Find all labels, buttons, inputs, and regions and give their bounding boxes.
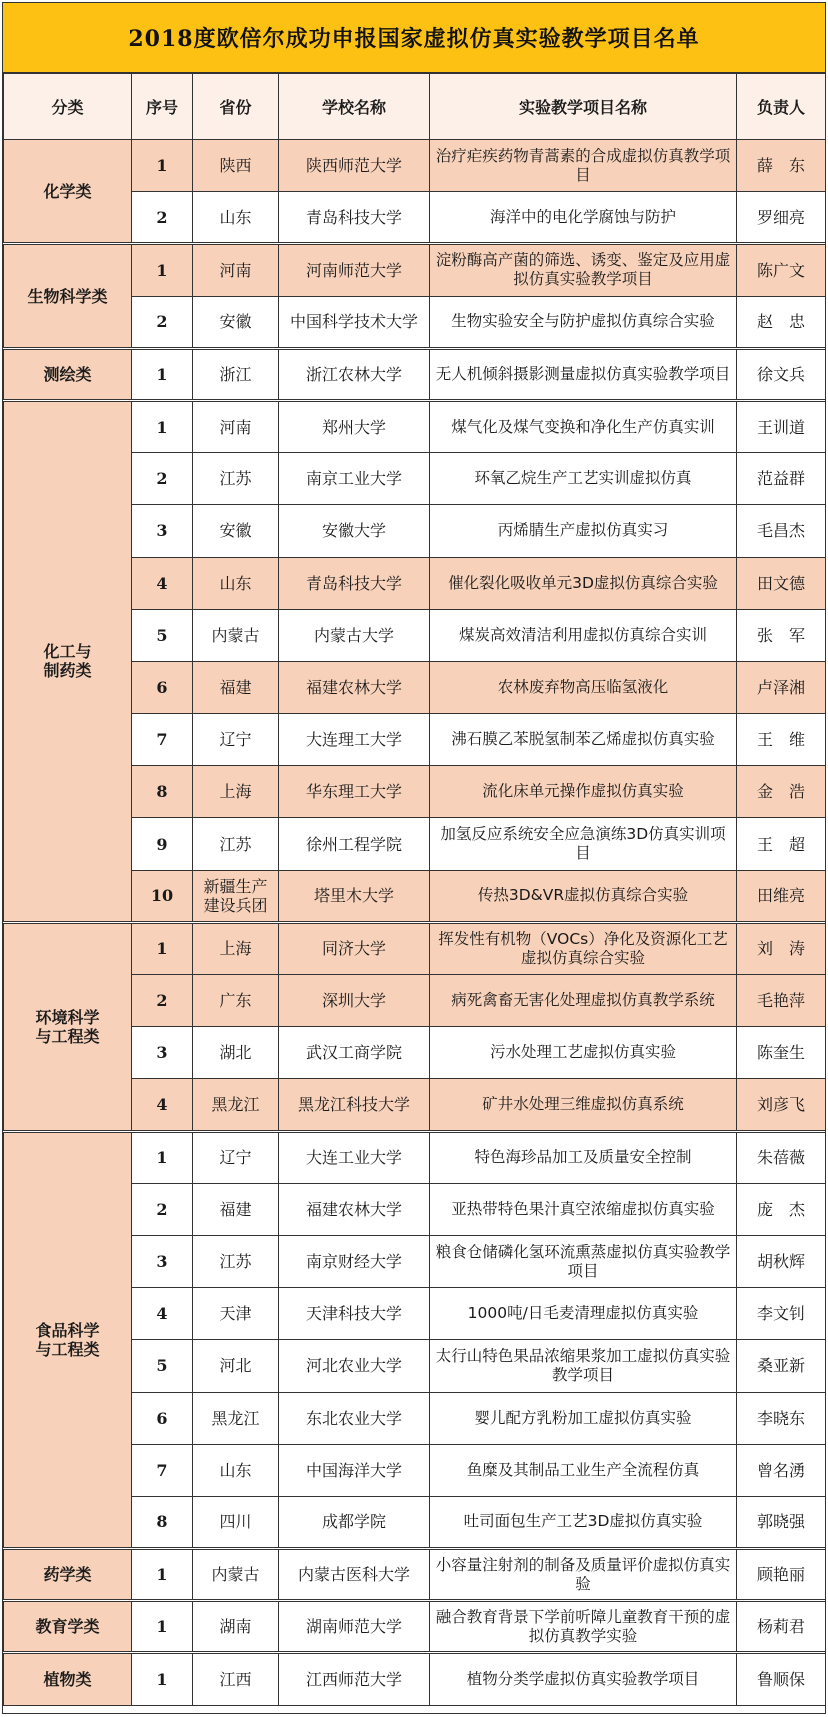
province-cell: 山东 — [193, 557, 279, 609]
header-index: 序号 — [132, 74, 193, 140]
leader-cell: 刘彦飞 — [737, 1079, 826, 1131]
index-cell: 8 — [132, 1496, 193, 1548]
table-row — [4, 400, 826, 452]
category-cell: 化学类 — [4, 140, 132, 244]
province-cell: 浙江 — [193, 348, 279, 400]
project-cell: 鱼糜及其制品工业生产全流程仿真 — [430, 1444, 737, 1496]
school-cell: 深圳大学 — [279, 975, 430, 1027]
leader-cell: 范益群 — [737, 453, 826, 505]
table-row — [4, 1131, 826, 1183]
school-cell: 天津科技大学 — [279, 1288, 430, 1340]
province-cell: 山东 — [193, 1444, 279, 1496]
leader-cell: 田文德 — [737, 557, 826, 609]
project-cell: 催化裂化吸收单元3D虚拟仿真综合实验 — [430, 557, 737, 609]
province-cell: 山东 — [193, 192, 279, 244]
leader-cell: 毛昌杰 — [737, 505, 826, 557]
school-cell: 内蒙古医科大学 — [279, 1549, 430, 1601]
project-cell: 矿井水处理三维虚拟仿真系统 — [430, 1079, 737, 1131]
school-cell: 大连理工大学 — [279, 714, 430, 766]
school-cell: 青岛科技大学 — [279, 557, 430, 609]
school-cell: 河北农业大学 — [279, 1340, 430, 1392]
province-cell: 安徽 — [193, 505, 279, 557]
province-cell: 广东 — [193, 975, 279, 1027]
project-cell: 沸石膜乙苯脱氢制苯乙烯虚拟仿真实验 — [430, 714, 737, 766]
index-cell: 9 — [132, 818, 193, 870]
project-cell: 污水处理工艺虚拟仿真实验 — [430, 1027, 737, 1079]
province-cell: 江苏 — [193, 1235, 279, 1287]
category-cell: 教育学类 — [4, 1601, 132, 1653]
province-cell: 辽宁 — [193, 1131, 279, 1183]
index-cell: 4 — [132, 1079, 193, 1131]
index-cell: 1 — [132, 348, 193, 400]
header-province: 省份 — [193, 74, 279, 140]
leader-cell: 桑亚新 — [737, 1340, 826, 1392]
school-cell: 成都学院 — [279, 1496, 430, 1548]
index-cell: 2 — [132, 1183, 193, 1235]
header-row — [4, 74, 826, 140]
category-cell: 环境科学 与工程类 — [4, 922, 132, 1131]
school-cell: 湖南师范大学 — [279, 1601, 430, 1653]
province-cell: 上海 — [193, 766, 279, 818]
school-cell: 浙江农林大学 — [279, 348, 430, 400]
table-row — [4, 922, 826, 974]
page-title: 2018度欧倍尔成功申报国家虚拟仿真实验教学项目名单 — [128, 26, 700, 52]
school-cell: 陕西师范大学 — [279, 140, 430, 192]
category-cell: 生物科学类 — [4, 244, 132, 348]
school-cell: 东北农业大学 — [279, 1392, 430, 1444]
header-project: 实验教学项目名称 — [430, 74, 737, 140]
leader-cell: 赵 忠 — [737, 296, 826, 348]
index-cell: 1 — [132, 922, 193, 974]
index-cell: 7 — [132, 714, 193, 766]
province-cell: 湖北 — [193, 1027, 279, 1079]
leader-cell: 王训道 — [737, 400, 826, 452]
leader-cell: 鲁顺保 — [737, 1653, 826, 1705]
index-cell: 5 — [132, 1340, 193, 1392]
index-cell: 1 — [132, 1549, 193, 1601]
index-cell: 1 — [132, 244, 193, 296]
index-cell: 2 — [132, 975, 193, 1027]
category-cell: 食品科学 与工程类 — [4, 1131, 132, 1549]
school-cell: 河南师范大学 — [279, 244, 430, 296]
province-cell: 江西 — [193, 1653, 279, 1705]
project-cell: 无人机倾斜摄影测量虚拟仿真实验教学项目 — [430, 348, 737, 400]
leader-cell: 刘 涛 — [737, 922, 826, 974]
leader-cell: 庞 杰 — [737, 1183, 826, 1235]
project-cell: 生物实验安全与防护虚拟仿真综合实验 — [430, 296, 737, 348]
title-bar — [3, 3, 825, 73]
project-cell: 煤气化及煤气变换和净化生产仿真实训 — [430, 400, 737, 452]
project-table — [3, 73, 826, 1706]
school-cell: 江西师范大学 — [279, 1653, 430, 1705]
province-cell: 辽宁 — [193, 714, 279, 766]
school-cell: 大连工业大学 — [279, 1131, 430, 1183]
school-cell: 塔里木大学 — [279, 870, 430, 922]
table-row — [4, 140, 826, 192]
project-cell: 小容量注射剂的制备及质量评价虚拟仿真实验 — [430, 1549, 737, 1601]
province-cell: 新疆生产 建设兵团 — [193, 870, 279, 922]
province-cell: 福建 — [193, 661, 279, 713]
project-cell: 传热3D&VR虚拟仿真综合实验 — [430, 870, 737, 922]
leader-cell: 李晓东 — [737, 1392, 826, 1444]
province-cell: 黑龙江 — [193, 1392, 279, 1444]
project-cell: 加氢反应系统安全应急演练3D仿真实训项目 — [430, 818, 737, 870]
index-cell: 2 — [132, 192, 193, 244]
index-cell: 4 — [132, 1288, 193, 1340]
province-cell: 河南 — [193, 400, 279, 452]
leader-cell: 薛 东 — [737, 140, 826, 192]
table-body — [4, 140, 826, 1706]
index-cell: 6 — [132, 1392, 193, 1444]
index-cell: 1 — [132, 1601, 193, 1653]
index-cell: 1 — [132, 400, 193, 452]
province-cell: 内蒙古 — [193, 1549, 279, 1601]
index-cell: 8 — [132, 766, 193, 818]
project-list-sheet — [2, 2, 826, 1714]
school-cell: 南京工业大学 — [279, 453, 430, 505]
leader-cell: 杨莉君 — [737, 1601, 826, 1653]
province-cell: 河南 — [193, 244, 279, 296]
province-cell: 河北 — [193, 1340, 279, 1392]
province-cell: 江苏 — [193, 453, 279, 505]
leader-cell: 卢泽湘 — [737, 661, 826, 713]
category-cell: 化工与 制药类 — [4, 400, 132, 922]
category-cell: 植物类 — [4, 1653, 132, 1705]
leader-cell: 朱蓓薇 — [737, 1131, 826, 1183]
school-cell: 中国科学技术大学 — [279, 296, 430, 348]
index-cell: 3 — [132, 1235, 193, 1287]
index-cell: 1 — [132, 1653, 193, 1705]
school-cell: 安徽大学 — [279, 505, 430, 557]
header-leader: 负责人 — [737, 74, 826, 140]
header-school: 学校名称 — [279, 74, 430, 140]
leader-cell: 王 维 — [737, 714, 826, 766]
school-cell: 中国海洋大学 — [279, 1444, 430, 1496]
index-cell: 2 — [132, 453, 193, 505]
leader-cell: 胡秋辉 — [737, 1235, 826, 1287]
project-cell: 融合教育背景下学前听障儿童教育干预的虚拟仿真教学实验 — [430, 1601, 737, 1653]
project-cell: 粮食仓储磷化氢环流熏蒸虚拟仿真实验教学项目 — [430, 1235, 737, 1287]
school-cell: 华东理工大学 — [279, 766, 430, 818]
leader-cell: 曾名湧 — [737, 1444, 826, 1496]
leader-cell: 顾艳丽 — [737, 1549, 826, 1601]
index-cell: 3 — [132, 1027, 193, 1079]
header-category: 分类 — [4, 74, 132, 140]
project-cell: 植物分类学虚拟仿真实验教学项目 — [430, 1653, 737, 1705]
index-cell: 1 — [132, 1131, 193, 1183]
project-cell: 病死禽畜无害化处理虚拟仿真教学系统 — [430, 975, 737, 1027]
project-cell: 婴儿配方乳粉加工虚拟仿真实验 — [430, 1392, 737, 1444]
province-cell: 安徽 — [193, 296, 279, 348]
province-cell: 四川 — [193, 1496, 279, 1548]
project-cell: 煤炭高效清洁利用虚拟仿真综合实训 — [430, 609, 737, 661]
table-row — [4, 1549, 826, 1601]
province-cell: 江苏 — [193, 818, 279, 870]
project-cell: 挥发性有机物（VOCs）净化及资源化工艺虚拟仿真综合实验 — [430, 922, 737, 974]
index-cell: 1 — [132, 140, 193, 192]
leader-cell: 毛艳萍 — [737, 975, 826, 1027]
school-cell: 南京财经大学 — [279, 1235, 430, 1287]
province-cell: 黑龙江 — [193, 1079, 279, 1131]
project-cell: 环氧乙烷生产工艺实训虚拟仿真 — [430, 453, 737, 505]
province-cell: 陕西 — [193, 140, 279, 192]
leader-cell: 王 超 — [737, 818, 826, 870]
index-cell: 5 — [132, 609, 193, 661]
project-cell: 农林废弃物高压临氢液化 — [430, 661, 737, 713]
table-row — [4, 1653, 826, 1705]
leader-cell: 郭晓强 — [737, 1496, 826, 1548]
school-cell: 武汉工商学院 — [279, 1027, 430, 1079]
index-cell: 3 — [132, 505, 193, 557]
school-cell: 徐州工程学院 — [279, 818, 430, 870]
leader-cell: 田维亮 — [737, 870, 826, 922]
province-cell: 福建 — [193, 1183, 279, 1235]
project-cell: 亚热带特色果汁真空浓缩虚拟仿真实验 — [430, 1183, 737, 1235]
leader-cell: 徐文兵 — [737, 348, 826, 400]
project-cell: 淀粉酶高产菌的筛选、诱变、鉴定及应用虚拟仿真实验教学项目 — [430, 244, 737, 296]
project-cell: 治疗疟疾药物青蒿素的合成虚拟仿真教学项目 — [430, 140, 737, 192]
project-cell: 太行山特色果品浓缩果浆加工虚拟仿真实验教学项目 — [430, 1340, 737, 1392]
leader-cell: 陈奎生 — [737, 1027, 826, 1079]
index-cell: 4 — [132, 557, 193, 609]
table-row — [4, 1601, 826, 1653]
school-cell: 内蒙古大学 — [279, 609, 430, 661]
index-cell: 10 — [132, 870, 193, 922]
project-cell: 特色海珍品加工及质量安全控制 — [430, 1131, 737, 1183]
project-cell: 流化床单元操作虚拟仿真实验 — [430, 766, 737, 818]
index-cell: 7 — [132, 1444, 193, 1496]
leader-cell: 张 军 — [737, 609, 826, 661]
table-row — [4, 348, 826, 400]
school-cell: 福建农林大学 — [279, 661, 430, 713]
school-cell: 郑州大学 — [279, 400, 430, 452]
province-cell: 上海 — [193, 922, 279, 974]
project-cell: 1000吨/日毛麦清理虚拟仿真实验 — [430, 1288, 737, 1340]
province-cell: 天津 — [193, 1288, 279, 1340]
project-cell: 丙烯腈生产虚拟仿真实习 — [430, 505, 737, 557]
leader-cell: 李文钊 — [737, 1288, 826, 1340]
table-row — [4, 244, 826, 296]
category-cell: 测绘类 — [4, 348, 132, 400]
index-cell: 2 — [132, 296, 193, 348]
school-cell: 福建农林大学 — [279, 1183, 430, 1235]
project-cell: 海洋中的电化学腐蚀与防护 — [430, 192, 737, 244]
school-cell: 同济大学 — [279, 922, 430, 974]
school-cell: 青岛科技大学 — [279, 192, 430, 244]
leader-cell: 陈广文 — [737, 244, 826, 296]
category-cell: 药学类 — [4, 1549, 132, 1601]
province-cell: 内蒙古 — [193, 609, 279, 661]
province-cell: 湖南 — [193, 1601, 279, 1653]
index-cell: 6 — [132, 661, 193, 713]
leader-cell: 金 浩 — [737, 766, 826, 818]
school-cell: 黑龙江科技大学 — [279, 1079, 430, 1131]
project-cell: 吐司面包生产工艺3D虚拟仿真实验 — [430, 1496, 737, 1548]
leader-cell: 罗细亮 — [737, 192, 826, 244]
